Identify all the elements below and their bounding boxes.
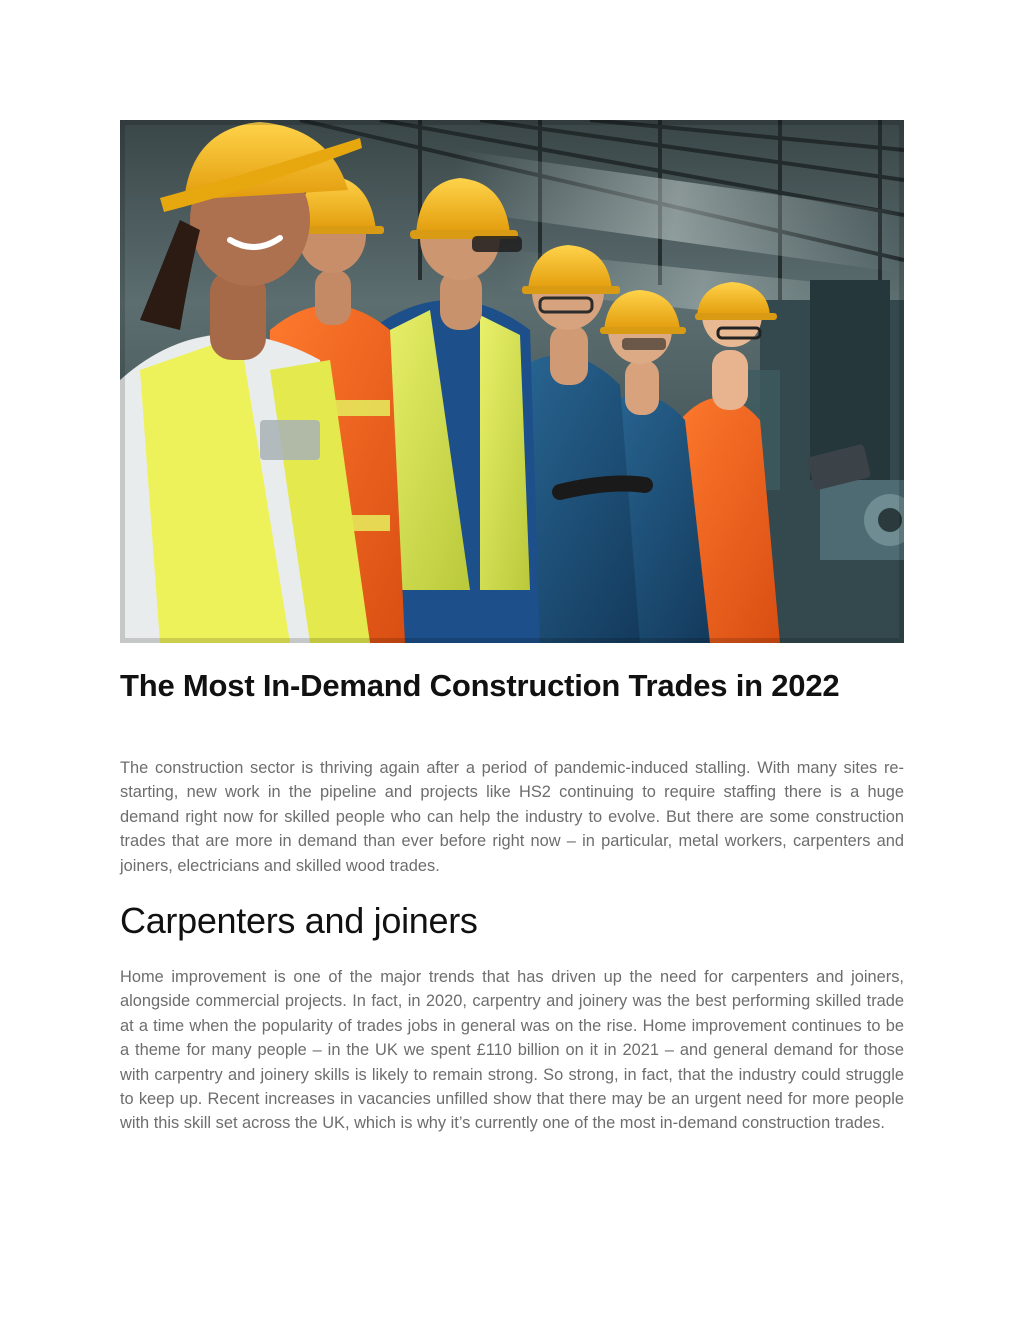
hero-illustration <box>120 120 904 643</box>
article-title: The Most In-Demand Construction Trades in 2022 <box>120 668 840 703</box>
hero-photo-construction-workers <box>120 120 904 643</box>
section-heading: Carpenters and joiners <box>120 900 478 941</box>
section-body-paragraph: Home improvement is one of the major trends that has driven up the need for carpenters and joiners, alongside commercial projects. In fact, in 2020, carpentry and joinery was the best performing skilled trade at a time when the popularity of trades jobs in general was on the rise. Home improvement continues to be a theme for many people – in the UK we spent £110 billion on it in 2021 – and general demand for those with carpentry and joinery skills is likely to remain strong. So strong, in fact, that the industry could struggle to keep up. Recent increases in vacancies unfilled show that there may be an urgent need for more people with this skill set across the UK, which is why it’s currently one of the most in-demand construction trades. <box>120 968 904 1133</box>
intro-paragraph: The construction sector is thriving again after a period of pandemic-induced stalling. With many sites re-starting, new work in the pipeline and projects like HS2 continuing to require staffing there is a huge demand right now for skilled people who can help the industry to evolve. But there are some construction trades that are more in demand than ever before right now – in particular, metal workers, carpenters and joiners, electricians and skilled wood trades. <box>120 759 904 875</box>
